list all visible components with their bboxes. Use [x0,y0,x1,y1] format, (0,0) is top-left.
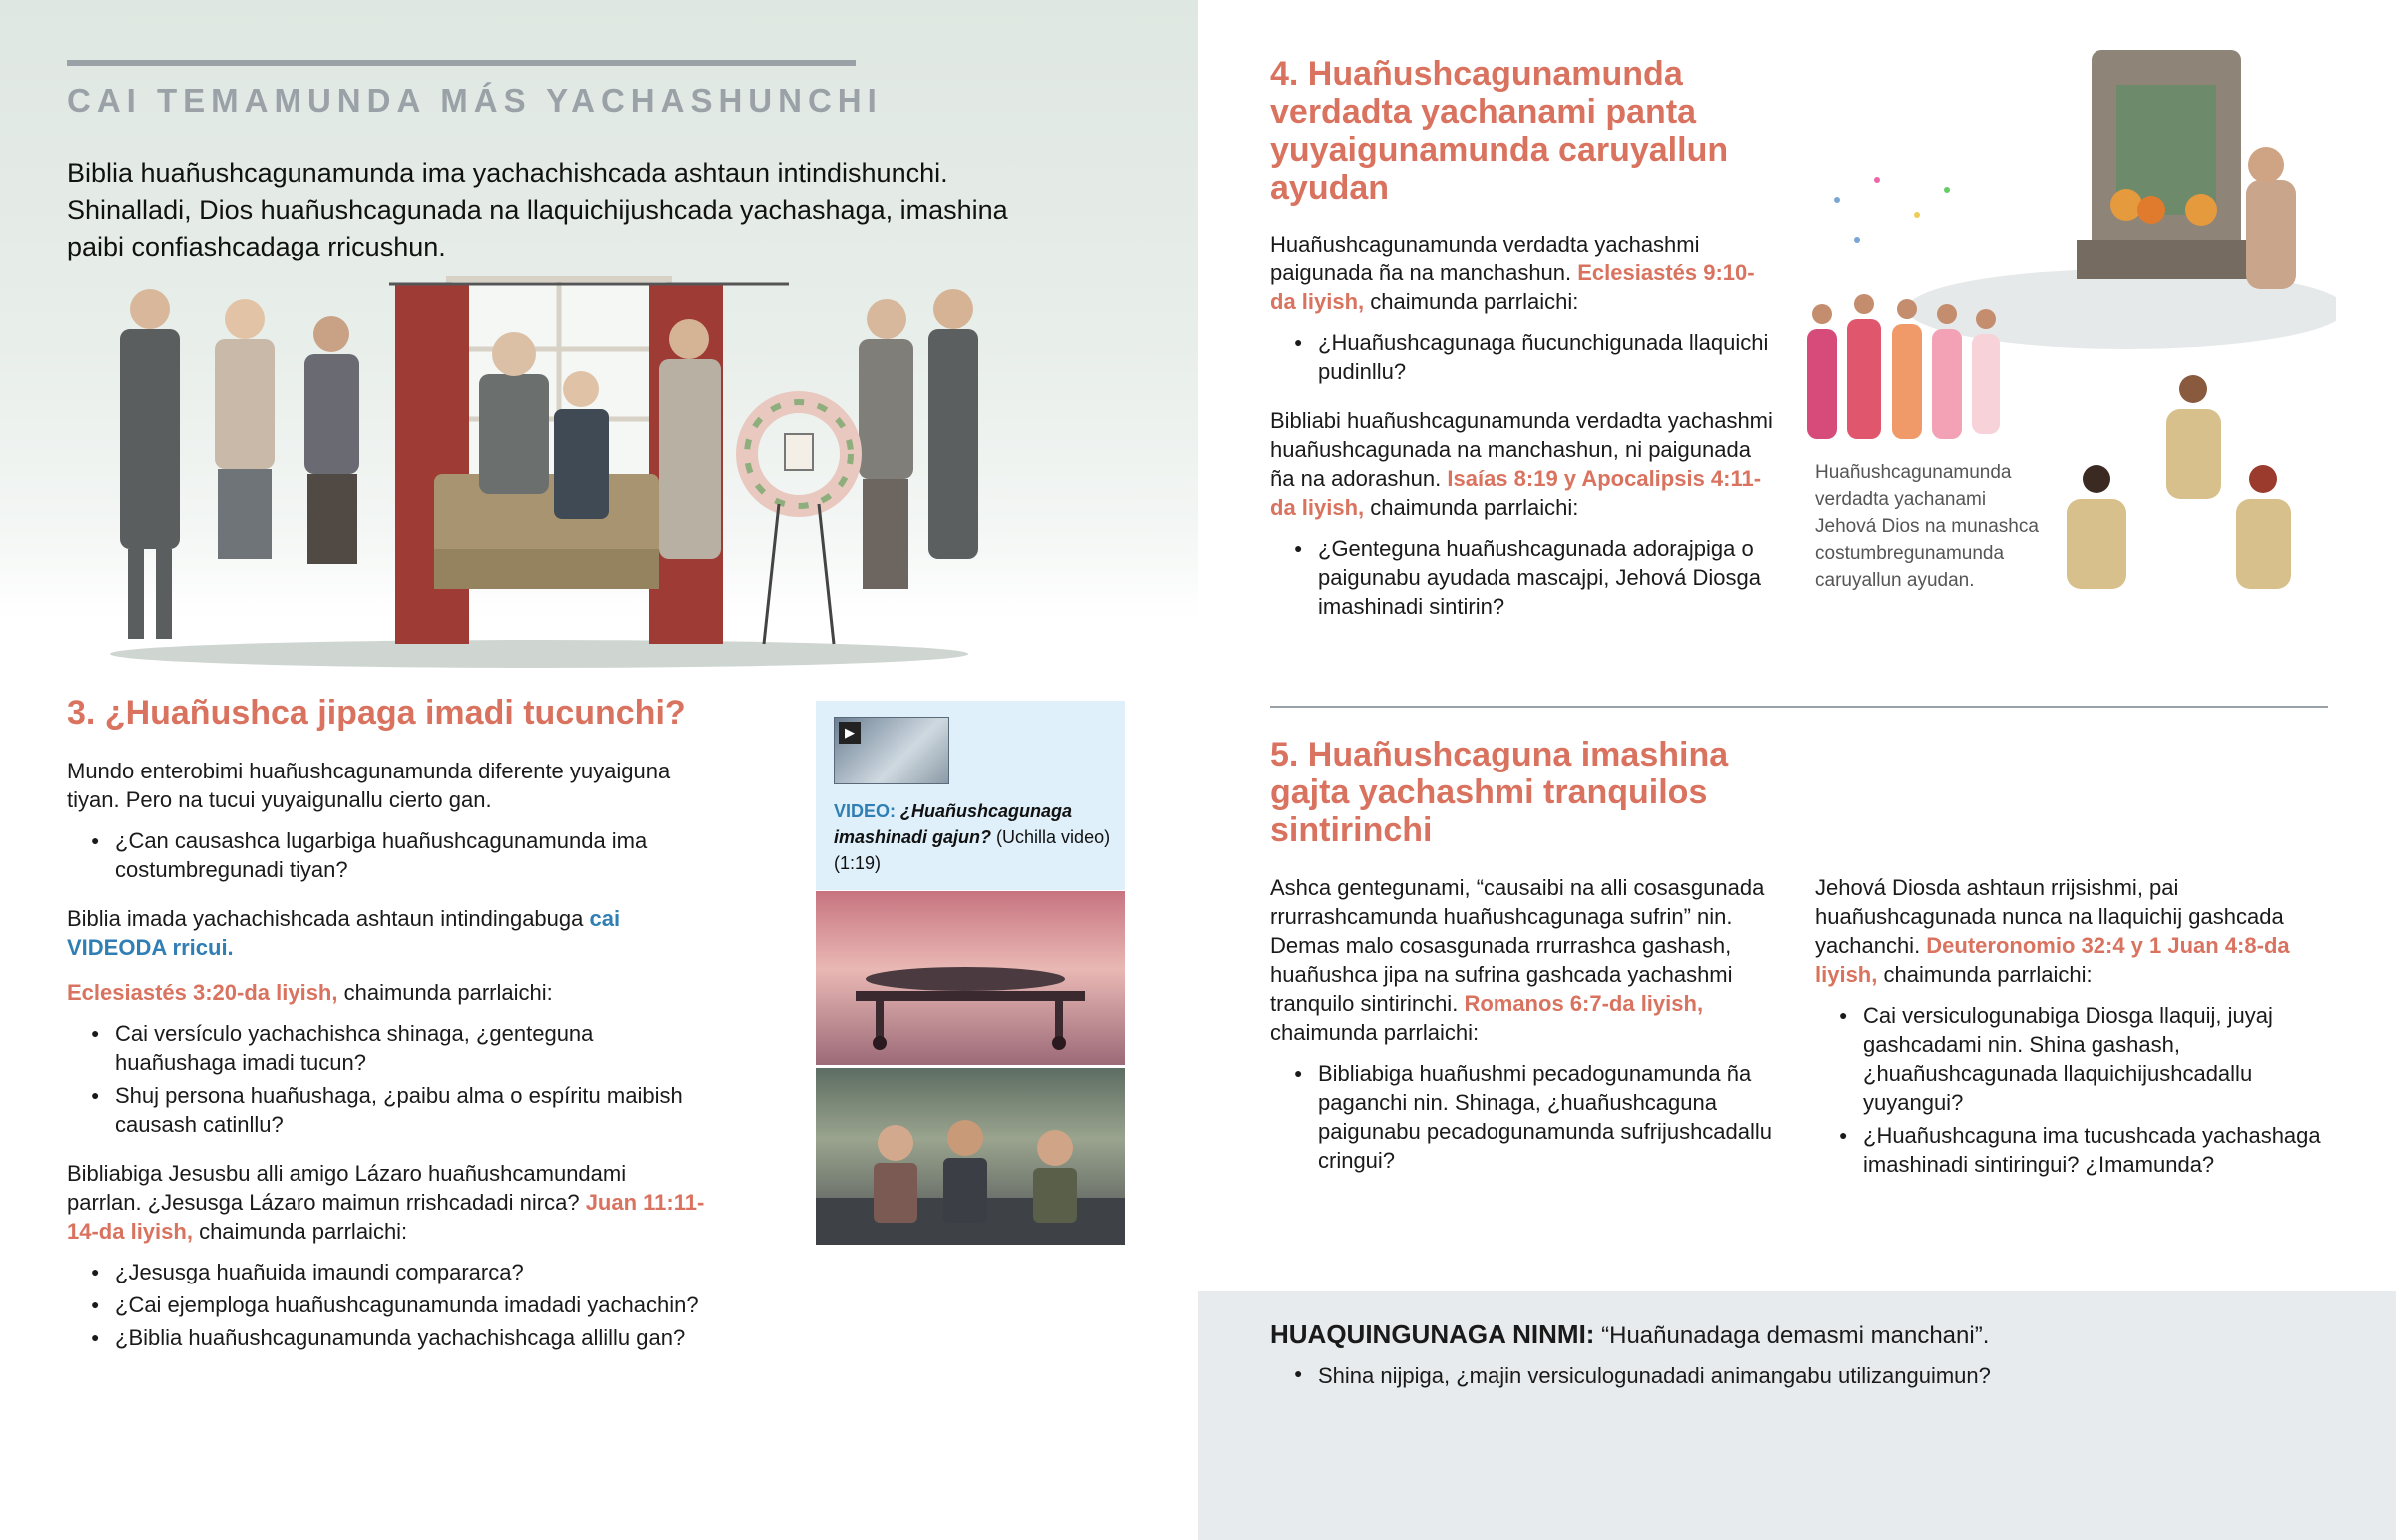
section-5-heading: 5. Huañushcaguna imashina gajta yachashmi tranquilos sintirinchi [1270,736,1729,849]
section-3-paragraph-4 [67,1159,706,1246]
paragraph-text: chaimunda parrlaichi: [192,1219,408,1244]
paragraph-text: chaimunda parrlaichi: [1364,495,1579,520]
section-4-paragraph-1 [1270,230,1779,316]
video-caption [834,798,1113,876]
section-3-paragraph-3 [67,978,706,1007]
video-card[interactable] [816,701,1125,890]
paragraph-text: Jehová Diosda ashtaun rrijsishmi, pai huañushcagunada nunca na llaquichij gashcada yachanchi. [1815,875,2284,958]
section-5-questions-2 [1815,1001,2334,1179]
scripture-reference[interactable]: Eclesiastés 3:20-da liyish, [67,980,338,1005]
grieving-people-image [816,1068,1125,1245]
paragraph-text: chaimunda parrlaichi: [1270,1020,1480,1045]
video-label: VIDEO: [834,801,897,821]
video-link[interactable]: cai VIDEODA rricui. [67,906,621,960]
list-item: ● ¿Cai ejemploga huañushcagunamunda imadadi yachachin? [67,1290,706,1319]
paragraph-text: chaimunda parrlaichi: [337,980,553,1005]
section-3-body [67,757,706,1352]
section-4-body [1270,230,1779,621]
scripture-reference[interactable]: Eclesiastés 9:10-da liyish, [1270,260,1755,314]
paragraph-text: chaimunda parrlaichi: [1364,289,1579,314]
footer-prompt [1270,1317,2328,1393]
paragraph-text: Bibliabi huañushcagunamunda verdadta yachashmi huañushcagunada na manchashun, ni paigunada ña na adorashun. [1270,408,1773,491]
paragraph-text: chaimunda parrlaichi: [1877,962,2093,987]
list-item: ● ¿Biblia huañushcagunamunda yachachishcaga allillu gan? [67,1323,706,1352]
section-3-paragraph-1: Mundo enterobimi huañushcagunamunda diferente yuyaiguna tiyan. Pero na tucui yuyaigunallu cierto gan. [67,759,671,812]
scripture-reference[interactable]: Isaías 8:19 y Apocalipsis 4:11-da liyish, [1270,466,1762,520]
section-3-questions-1 [67,826,706,884]
list-item: ● Shina nijpiga, ¿majin versiculogunadadi animangabu utilizanguimun? [1270,1359,2328,1393]
funeral-scene-illustration [100,269,978,669]
footer-questions [1270,1359,2328,1393]
footer-label: HUAQUINGUNAGA NINMI: [1270,1319,1595,1349]
intro-text: Biblia huañushcagunamunda ima yachachishcada ashtaun intindishunchi. Shinalladi, Dios huañushcagunada na llaquichijushcada yachashaga, imashina paibi confiashcadaga rricushun. [67,158,1008,261]
list-item: ● ¿Huañushcagunaga ñucunchigunada llaquichi pudinllu? [1270,328,1779,386]
section-3-questions-3 [67,1258,706,1352]
section-5-column-1 [1270,873,1784,1175]
confetti [1834,177,1950,243]
list-item: ● Cai versiculogunabiga Diosga llaquij, juyaj gashcadami nin. Shina gashash, ¿huañushcagunada llaquichijushcadallu yuyangui? [1815,1001,2334,1117]
paragraph-text: Biblia imada yachachishcada ashtaun intindingabuga [67,906,590,931]
play-icon[interactable]: ▶ [839,722,861,744]
section-3-questions-2 [67,1019,706,1139]
list-item: ● ¿Jesusga huañuida imaundi compararca? [67,1258,706,1286]
section-4-questions-1 [1270,328,1779,386]
list-item: ● ¿Genteguna huañushcagunada adorajpiga o paigunabu ayudada mascajpi, Jehová Diosga imashinadi sintirin? [1270,534,1779,621]
paragraph-text: Bibliabiga Jesusbu alli amigo Lázaro huañushcamundami parrlan. ¿Jesusga Lázaro maimun rrishcadadi nirca? [67,1161,627,1215]
video-title[interactable]: ¿Huañushcagunaga imashinadi gajun? [834,801,1073,847]
video-duration: (Uchilla video) (1:19) [834,827,1111,873]
section-4-heading: 4. Huañushcagunamunda verdadta yachanami panta yuyaigunamunda caruyallun ayudan [1270,55,1729,207]
video-thumbnail[interactable] [834,717,949,784]
list-item: ● ¿Can causashca lugarbiga huañushcagunamunda ima costumbregunadi tiyan? [67,826,706,884]
section-3-heading: 3. ¿Huañushca jipaga imadi tucunchi? [67,694,686,732]
list-item: ● Shuj persona huañushaga, ¿paibu alma o espíritu maibish causash catinllu? [67,1081,706,1139]
list-item: ● Cai versículo yachachishca shinaga, ¿genteguna huañushaga imadi tucun? [67,1019,706,1077]
scripture-reference[interactable]: Romanos 6:7-da liyish, [1464,991,1704,1016]
scripture-reference[interactable]: Juan 11:11-14-da liyish, [67,1190,705,1244]
title-rule [67,60,856,66]
illustration-caption: Huañushcagunamunda verdadta yachanami Jehová Dios na munashca costumbregunamunda caruyallun ayudan. [1815,462,2039,591]
paragraph-text: Ashca gentegunami, “causaibi na alli cosasgunada rrurrashcamunda huañushcagunaga sufrin” nin. Demas malo cosasgunada rrurrashca gashash, huañushca jipa na sufrina gashcada yachashmi tranquilo sintirinchi. [1270,875,1765,1016]
page-kicker: CAI TEMAMUNDA MÁS YACHASHUNCHI [67,82,883,119]
footer-quote-line [1270,1317,2328,1353]
section-divider [1270,706,2328,708]
section-3-paragraph-2 [67,904,706,962]
section-4-questions-2 [1270,534,1779,621]
paragraph-text: Huañushcagunamunda verdadta yachashmi paigunada ña na manchashun. [1270,232,1700,285]
section-5-column-2 [1815,873,2334,1179]
list-item: ● Bibliabiga huañushmi pecadogunamunda ña paganchi nin. Shinaga, ¿huañushcaguna paigunabu pecadogunamunda sufrijushcadallu cringui? [1270,1059,1784,1175]
section-5-questions-1 [1270,1059,1784,1175]
footer-quote: “Huañunadaga demasmi manchani”. [1594,1322,1990,1349]
section-4-paragraph-2 [1270,406,1779,522]
section-5-paragraph-1 [1270,873,1784,1047]
scripture-reference[interactable]: Deuteronomio 32:4 y 1 Juan 4:8-da liyish, [1815,933,2290,987]
list-item: ● ¿Huañushcaguna ima tucushcada yachashaga imashinadi sintiringui? ¿Imamunda? [1815,1121,2334,1179]
hospital-bed-image [816,891,1125,1065]
section-5-paragraph-2 [1815,873,2334,989]
